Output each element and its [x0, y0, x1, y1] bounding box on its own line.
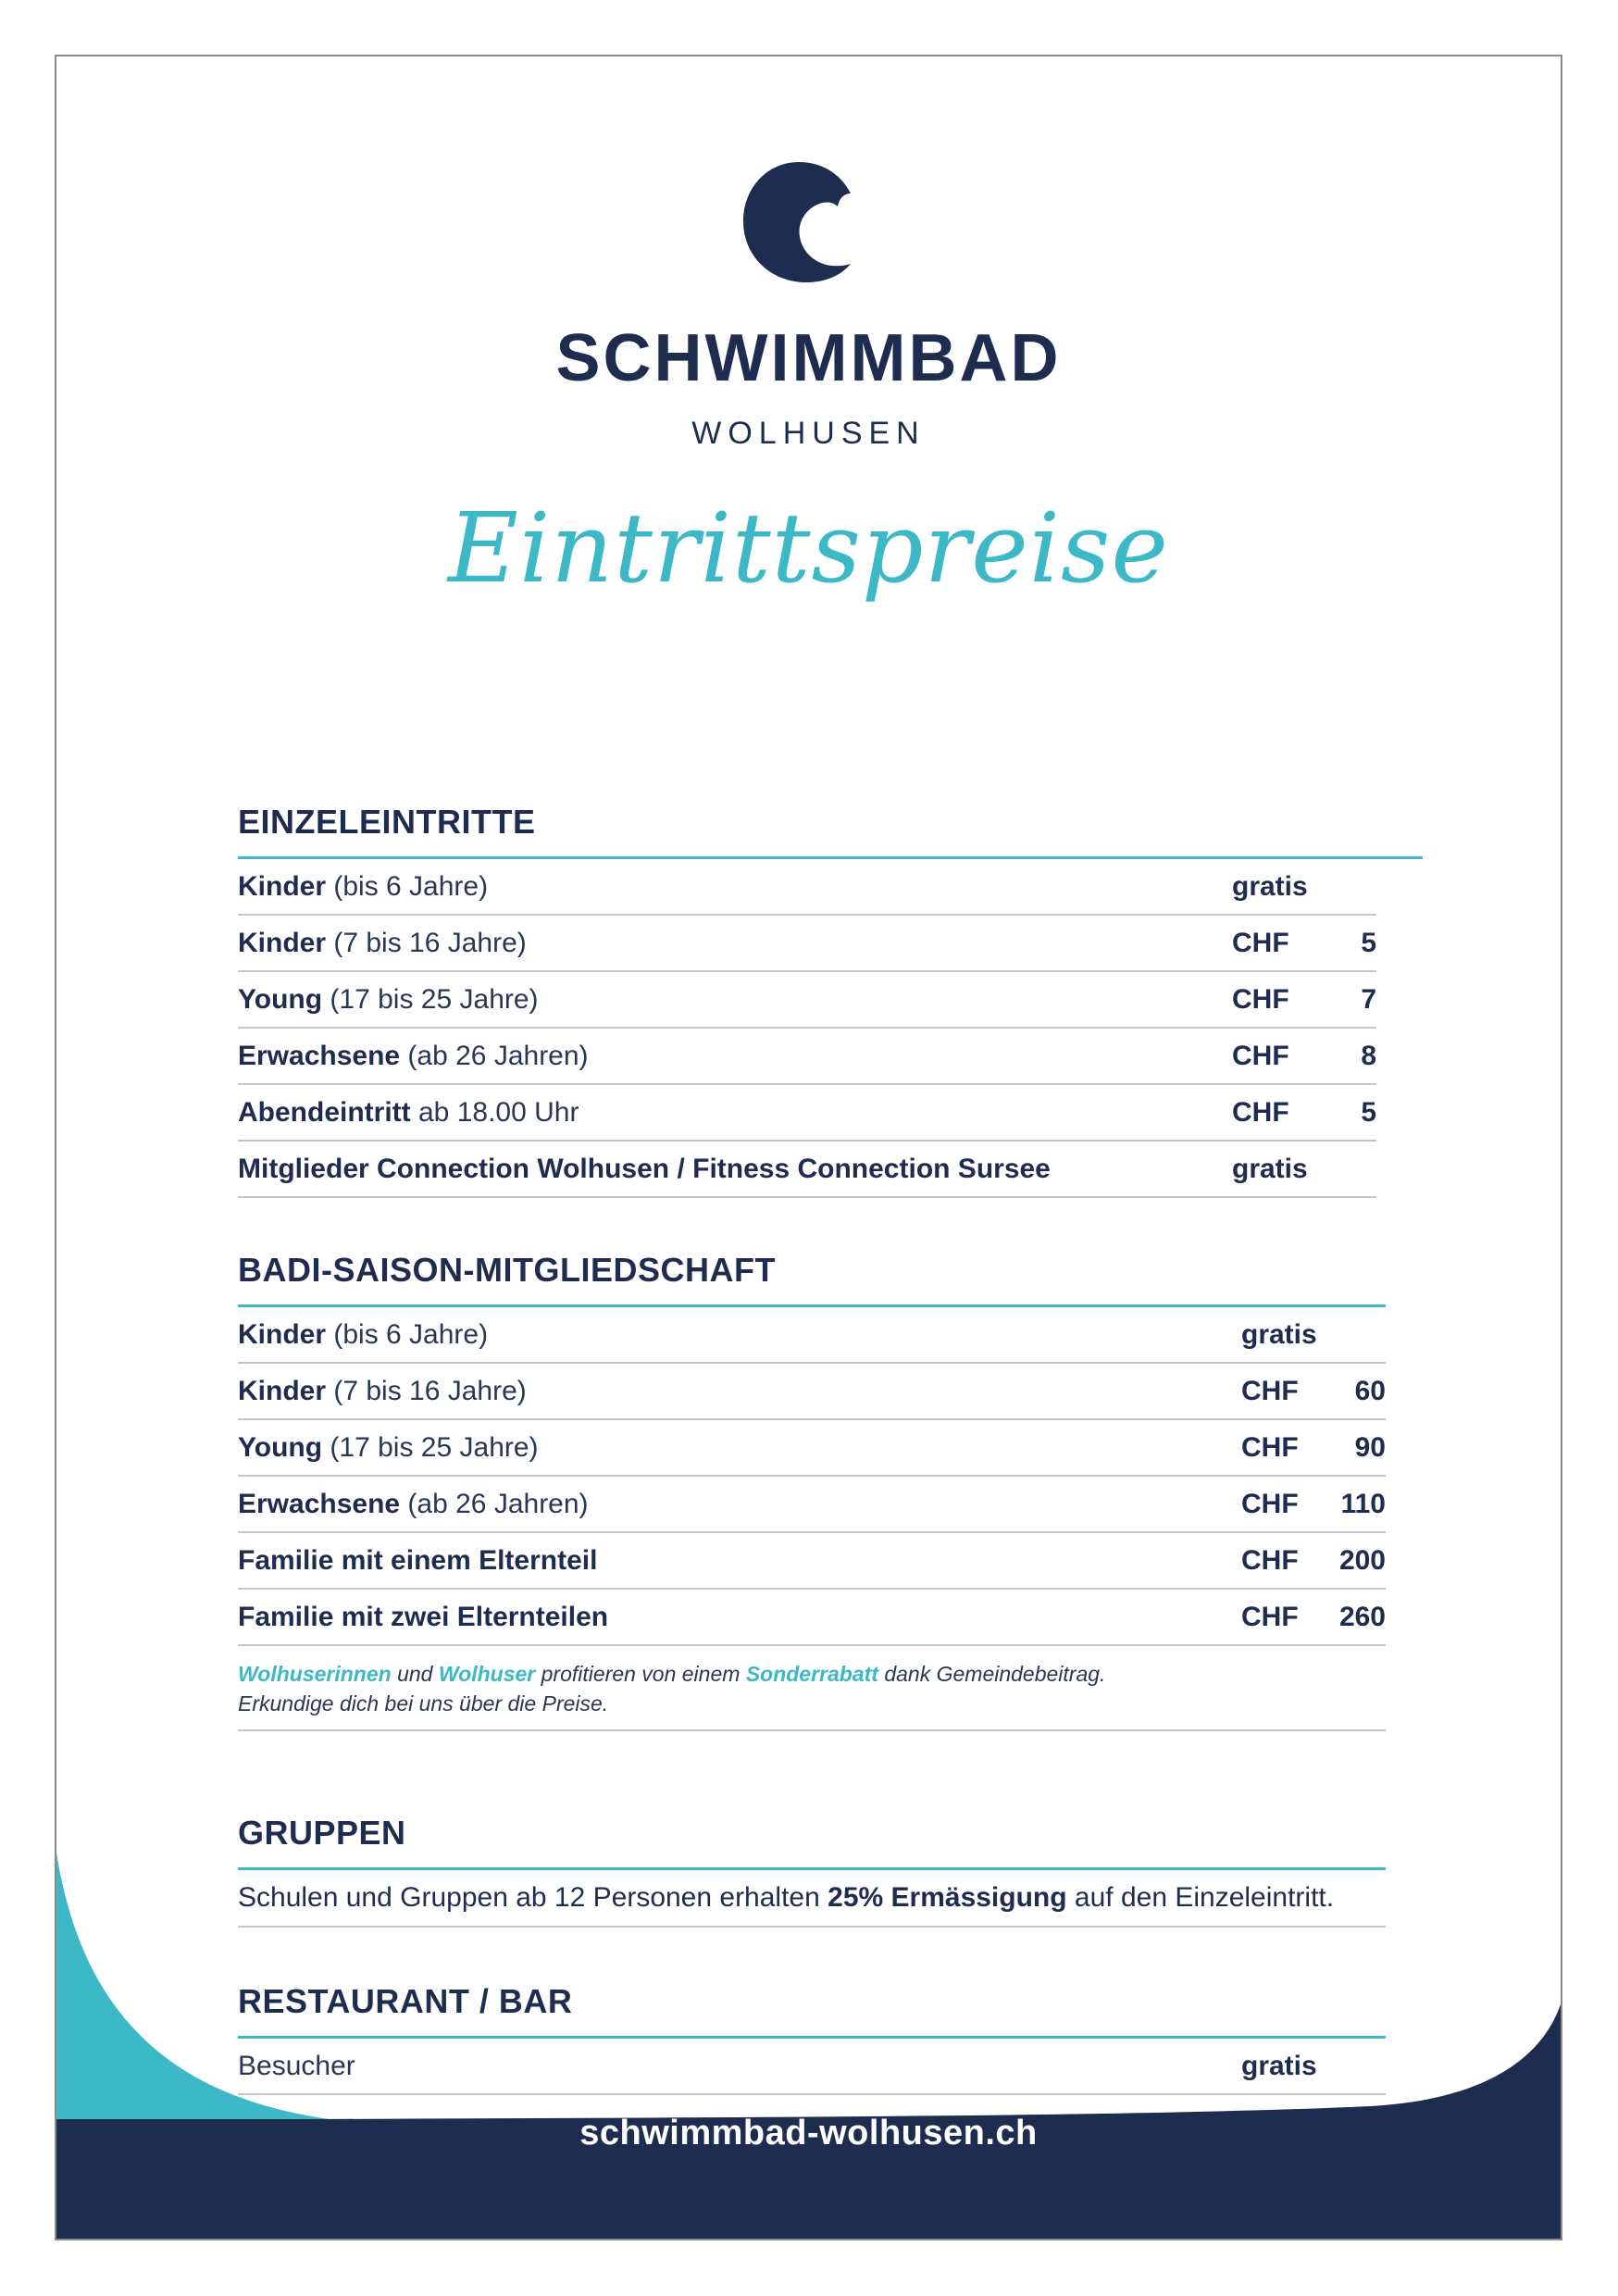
price-row — [238, 1533, 1386, 1590]
price-row — [238, 1477, 1386, 1533]
price-currency: CHF — [1232, 983, 1289, 1015]
row-label: Kinder (7 bis 16 Jahre) — [238, 927, 527, 958]
row-label: Besucher — [238, 2050, 355, 2081]
price-amount: 60 — [1354, 1375, 1386, 1406]
price-row — [238, 1590, 1386, 1646]
price-currency: CHF — [1241, 1488, 1299, 1519]
row-label: Erwachsene (ab 26 Jahren) — [238, 1488, 589, 1519]
section-heading: GRUPPEN — [238, 1814, 406, 1852]
section-gruppen — [238, 1806, 1386, 1928]
price-row — [238, 1029, 1376, 1085]
price-currency: CHF — [1241, 1544, 1299, 1576]
row-label: Erwachsene (ab 26 Jahren) — [238, 1040, 589, 1071]
price-row — [238, 1364, 1386, 1420]
price-amount: 260 — [1338, 1601, 1386, 1632]
price-row — [238, 1420, 1386, 1477]
gruppen-text: Schulen und Gruppen ab 12 Personen erhalten 25% Ermässigung auf den Einzeleintritt. — [238, 1870, 1386, 1928]
price-currency: CHF — [1241, 1375, 1299, 1406]
price-currency: CHF — [1232, 927, 1289, 958]
row-label: Kinder (7 bis 16 Jahre) — [238, 1375, 527, 1406]
price-currency: CHF — [1232, 1096, 1289, 1128]
price-row — [238, 1142, 1376, 1198]
row-label: Familie mit einem Elternteil — [238, 1544, 598, 1576]
price-currency: CHF — [1241, 1601, 1299, 1632]
row-label: Abendeintritt ab 18.00 Uhr — [238, 1096, 579, 1128]
section-restaurant — [238, 1975, 1386, 2095]
price-currency: CHF — [1232, 1040, 1289, 1071]
price-gratis: gratis — [1232, 1153, 1308, 1184]
price-gratis: gratis — [1232, 870, 1308, 902]
discount-note: Wolhuserinnen und Wolhuser profitieren von einem Sonderrabatt dank Gemeindebeitrag. Erkundige dich bei uns über die Preise. — [238, 1646, 1386, 1731]
row-label: Kinder (bis 6 Jahre) — [238, 870, 489, 902]
price-gratis: gratis — [1241, 2050, 1317, 2081]
wave-icon — [741, 158, 862, 288]
price-amount: 5 — [1361, 927, 1376, 958]
brand-title: SCHWIMMBAD — [555, 321, 1062, 395]
price-gratis: gratis — [1241, 1318, 1317, 1350]
price-amount: 110 — [1340, 1488, 1386, 1519]
row-label: Kinder (bis 6 Jahre) — [238, 1318, 489, 1350]
price-row — [238, 1085, 1376, 1142]
price-amount: 7 — [1361, 983, 1376, 1015]
price-amount: 5 — [1361, 1096, 1376, 1128]
poster-frame — [55, 55, 1562, 2240]
brand-subtitle: WOLHUSEN — [691, 416, 926, 451]
page-title: Eintrittspreise — [448, 492, 1169, 605]
price-row — [238, 2039, 1386, 2095]
price-amount: 200 — [1338, 1544, 1386, 1576]
section-heading: BADI-SAISON-MITGLIEDSCHAFT — [238, 1251, 776, 1289]
section-heading: EINZELEINTRITTE — [238, 803, 536, 841]
row-label: Young (17 bis 25 Jahre) — [238, 1431, 539, 1463]
price-row — [238, 972, 1376, 1029]
section-einzeleintritte — [238, 795, 1423, 1198]
price-row — [238, 859, 1376, 916]
price-row — [238, 916, 1376, 972]
price-amount: 8 — [1361, 1040, 1376, 1071]
row-label: Familie mit zwei Elternteilen — [238, 1601, 609, 1632]
row-label: Young (17 bis 25 Jahre) — [238, 983, 539, 1015]
section-heading: RESTAURANT / BAR — [238, 1982, 573, 2020]
row-label: Mitglieder Connection Wolhusen / Fitness Connection Sursee — [238, 1153, 1051, 1184]
section-saison — [238, 1243, 1386, 1731]
price-amount: 90 — [1354, 1431, 1386, 1463]
price-currency: CHF — [1241, 1431, 1299, 1463]
price-row — [238, 1307, 1386, 1364]
website-link[interactable]: schwimmbad-wolhusen.ch — [579, 2114, 1038, 2152]
